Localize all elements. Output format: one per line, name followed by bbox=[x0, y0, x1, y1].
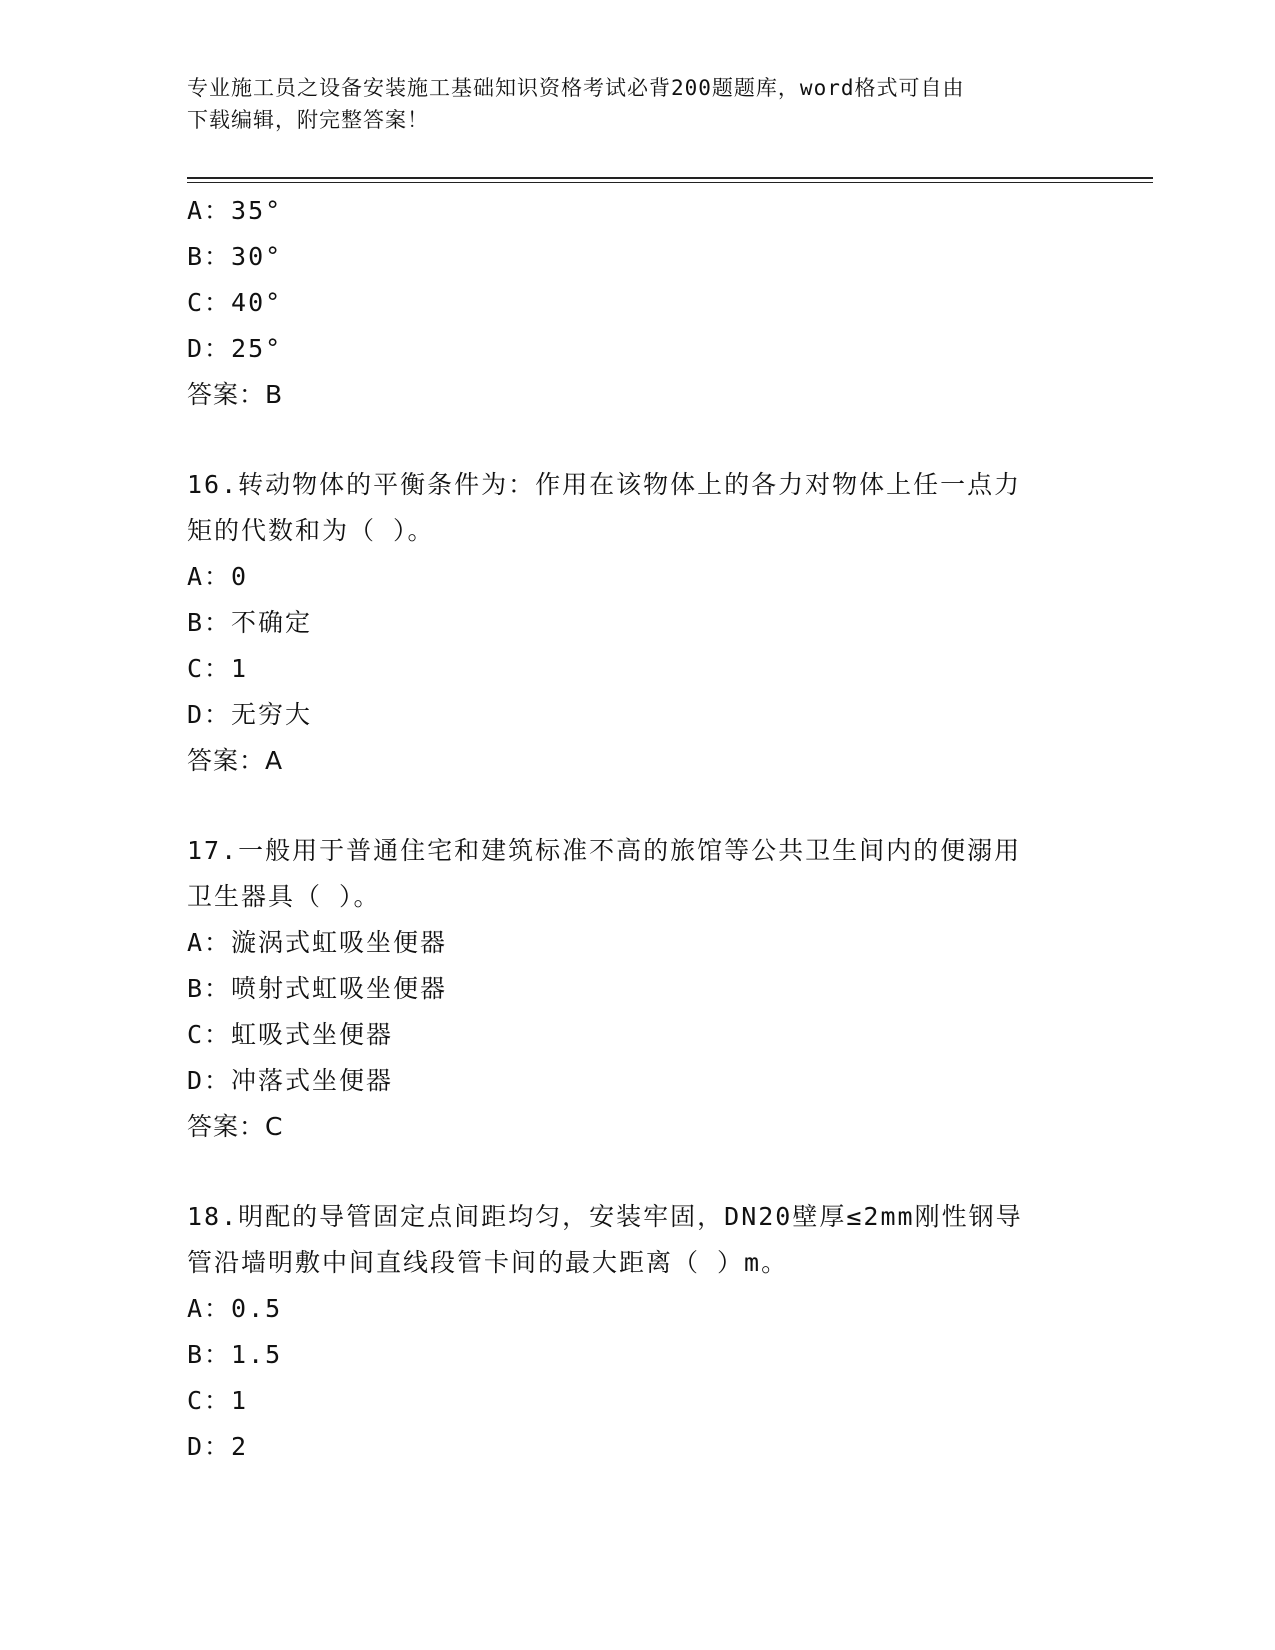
option-c: C：虹吸式坐便器 bbox=[187, 1020, 394, 1049]
answer: 答案：B bbox=[187, 380, 284, 409]
option-a: A：0.5 bbox=[187, 1294, 283, 1323]
option-d: D：无穷大 bbox=[187, 700, 313, 729]
option-a: A：漩涡式虹吸坐便器 bbox=[187, 928, 448, 957]
answer: 答案：C bbox=[187, 1112, 284, 1141]
question-text-line-1: 16.转动物体的平衡条件为：作用在该物体上的各力对物体上任一点力 bbox=[187, 470, 1022, 499]
question-text-line-2: 矩的代数和为（ ）。 bbox=[187, 516, 435, 545]
question-text-line-2: 管沿墙明敷中间直线段管卡间的最大距离（ ）m。 bbox=[187, 1248, 789, 1277]
spacer bbox=[187, 418, 1087, 462]
option-d: D：冲落式坐便器 bbox=[187, 1066, 394, 1095]
option-a: A：0 bbox=[187, 562, 249, 591]
spacer bbox=[187, 784, 1087, 828]
question-15-continued bbox=[187, 188, 1087, 418]
spacer bbox=[187, 1150, 1087, 1194]
document-header bbox=[187, 72, 1087, 136]
question-17 bbox=[187, 828, 1087, 1150]
question-18 bbox=[187, 1194, 1087, 1470]
option-d: D：2 bbox=[187, 1432, 249, 1461]
question-text-line-1: 17.一般用于普通住宅和建筑标准不高的旅馆等公共卫生间内的便溺用 bbox=[187, 836, 1022, 865]
option-b: B：30° bbox=[187, 242, 283, 271]
option-b: B：不确定 bbox=[187, 608, 313, 637]
option-b: B：喷射式虹吸坐便器 bbox=[187, 974, 448, 1003]
answer: 答案：A bbox=[187, 746, 284, 775]
header-line-1: 专业施工员之设备安装施工基础知识资格考试必背200题题库，word格式可自由 bbox=[187, 76, 965, 100]
option-c: C：1 bbox=[187, 654, 249, 683]
header-divider-thick bbox=[187, 177, 1153, 179]
option-b: B：1.5 bbox=[187, 1340, 283, 1369]
option-c: C：1 bbox=[187, 1386, 249, 1415]
option-a: A：35° bbox=[187, 196, 283, 225]
question-text-line-2: 卫生器具（ ）。 bbox=[187, 882, 381, 911]
question-16 bbox=[187, 462, 1087, 784]
option-c: C：40° bbox=[187, 288, 283, 317]
question-text-line-1: 18.明配的导管固定点间距均匀，安装牢固，DN20壁厚≤2mm刚性钢导 bbox=[187, 1202, 1023, 1231]
header-line-2: 下载编辑，附完整答案！ bbox=[187, 108, 429, 132]
header-divider-thin bbox=[187, 182, 1153, 183]
question-list bbox=[187, 188, 1087, 1470]
option-d: D：25° bbox=[187, 334, 283, 363]
